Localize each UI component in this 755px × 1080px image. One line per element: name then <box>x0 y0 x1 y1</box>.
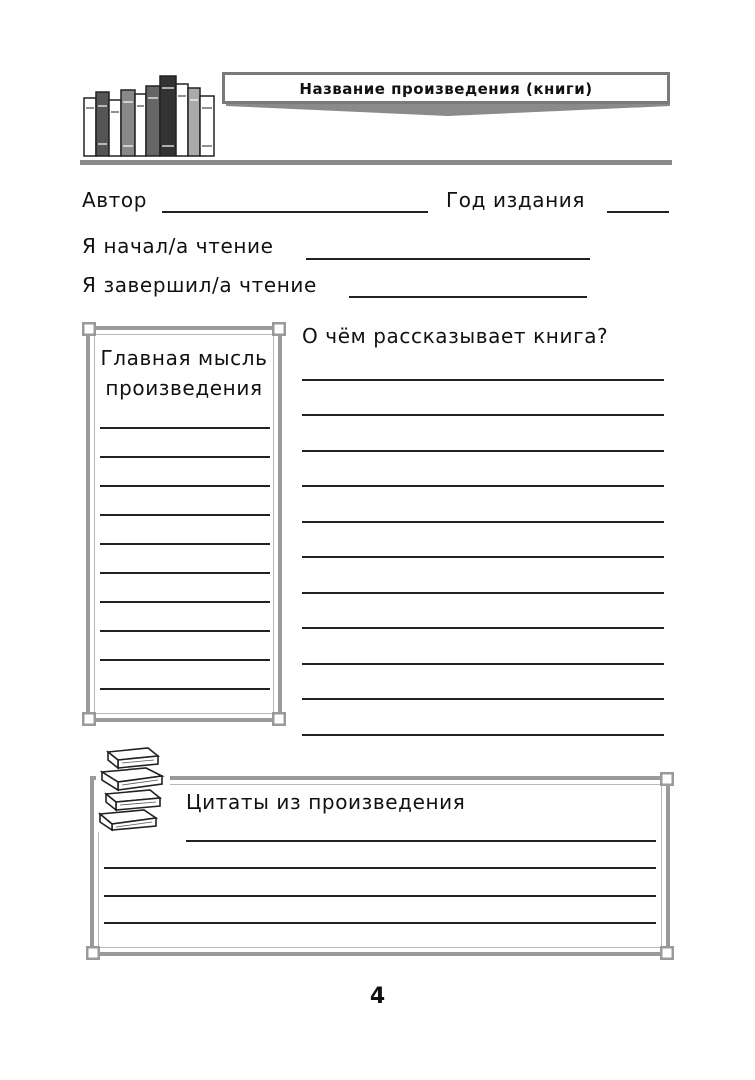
corner-ornament <box>272 712 286 726</box>
corner-ornament <box>86 946 100 960</box>
quote-line[interactable] <box>104 895 656 897</box>
main-idea-line[interactable] <box>100 572 270 574</box>
about-line[interactable] <box>302 698 664 700</box>
corner-ornament <box>660 946 674 960</box>
main-idea-title-line1: Главная мысль <box>100 346 268 370</box>
started-field[interactable] <box>306 258 590 260</box>
about-line[interactable] <box>302 521 664 523</box>
main-idea-line[interactable] <box>100 456 270 458</box>
main-idea-line[interactable] <box>100 543 270 545</box>
year-label: Год издания <box>446 188 586 212</box>
about-line[interactable] <box>302 485 664 487</box>
about-line[interactable] <box>302 450 664 452</box>
started-label: Я начал/а чтение <box>82 234 274 258</box>
quote-line[interactable] <box>104 867 656 869</box>
bookshelf-icon <box>82 72 222 160</box>
title-banner <box>222 72 670 104</box>
main-idea-line[interactable] <box>100 485 270 487</box>
main-idea-line[interactable] <box>100 688 270 690</box>
quotes-title: Цитаты из произведения <box>186 790 466 814</box>
about-line[interactable] <box>302 663 664 665</box>
about-line[interactable] <box>302 592 664 594</box>
corner-ornament <box>82 712 96 726</box>
main-idea-line[interactable] <box>100 659 270 661</box>
page-number: 4 <box>369 984 386 1009</box>
about-line[interactable] <box>302 556 664 558</box>
about-line[interactable] <box>302 379 664 381</box>
main-idea-line[interactable] <box>100 601 270 603</box>
main-idea-line[interactable] <box>100 427 270 429</box>
book-stack-icon <box>96 744 170 832</box>
author-label: Автор <box>82 188 148 212</box>
quote-line[interactable] <box>186 840 656 842</box>
about-question: О чём рассказывает книга? <box>302 324 609 348</box>
about-line[interactable] <box>302 414 664 416</box>
page-title: Название произведения (книги) <box>299 80 593 98</box>
author-field[interactable] <box>162 211 428 213</box>
finished-label: Я завершил/а чтение <box>82 273 317 297</box>
corner-ornament <box>82 322 96 336</box>
header-divider <box>80 160 672 165</box>
corner-ornament <box>272 322 286 336</box>
main-idea-line[interactable] <box>100 514 270 516</box>
corner-ornament <box>660 772 674 786</box>
about-line[interactable] <box>302 627 664 629</box>
banner-shadow <box>226 104 670 116</box>
main-idea-title-line2: произведения <box>105 376 263 400</box>
finished-field[interactable] <box>349 296 587 298</box>
main-idea-line[interactable] <box>100 630 270 632</box>
quote-line[interactable] <box>104 922 656 924</box>
year-field[interactable] <box>607 211 669 213</box>
about-line[interactable] <box>302 734 664 736</box>
